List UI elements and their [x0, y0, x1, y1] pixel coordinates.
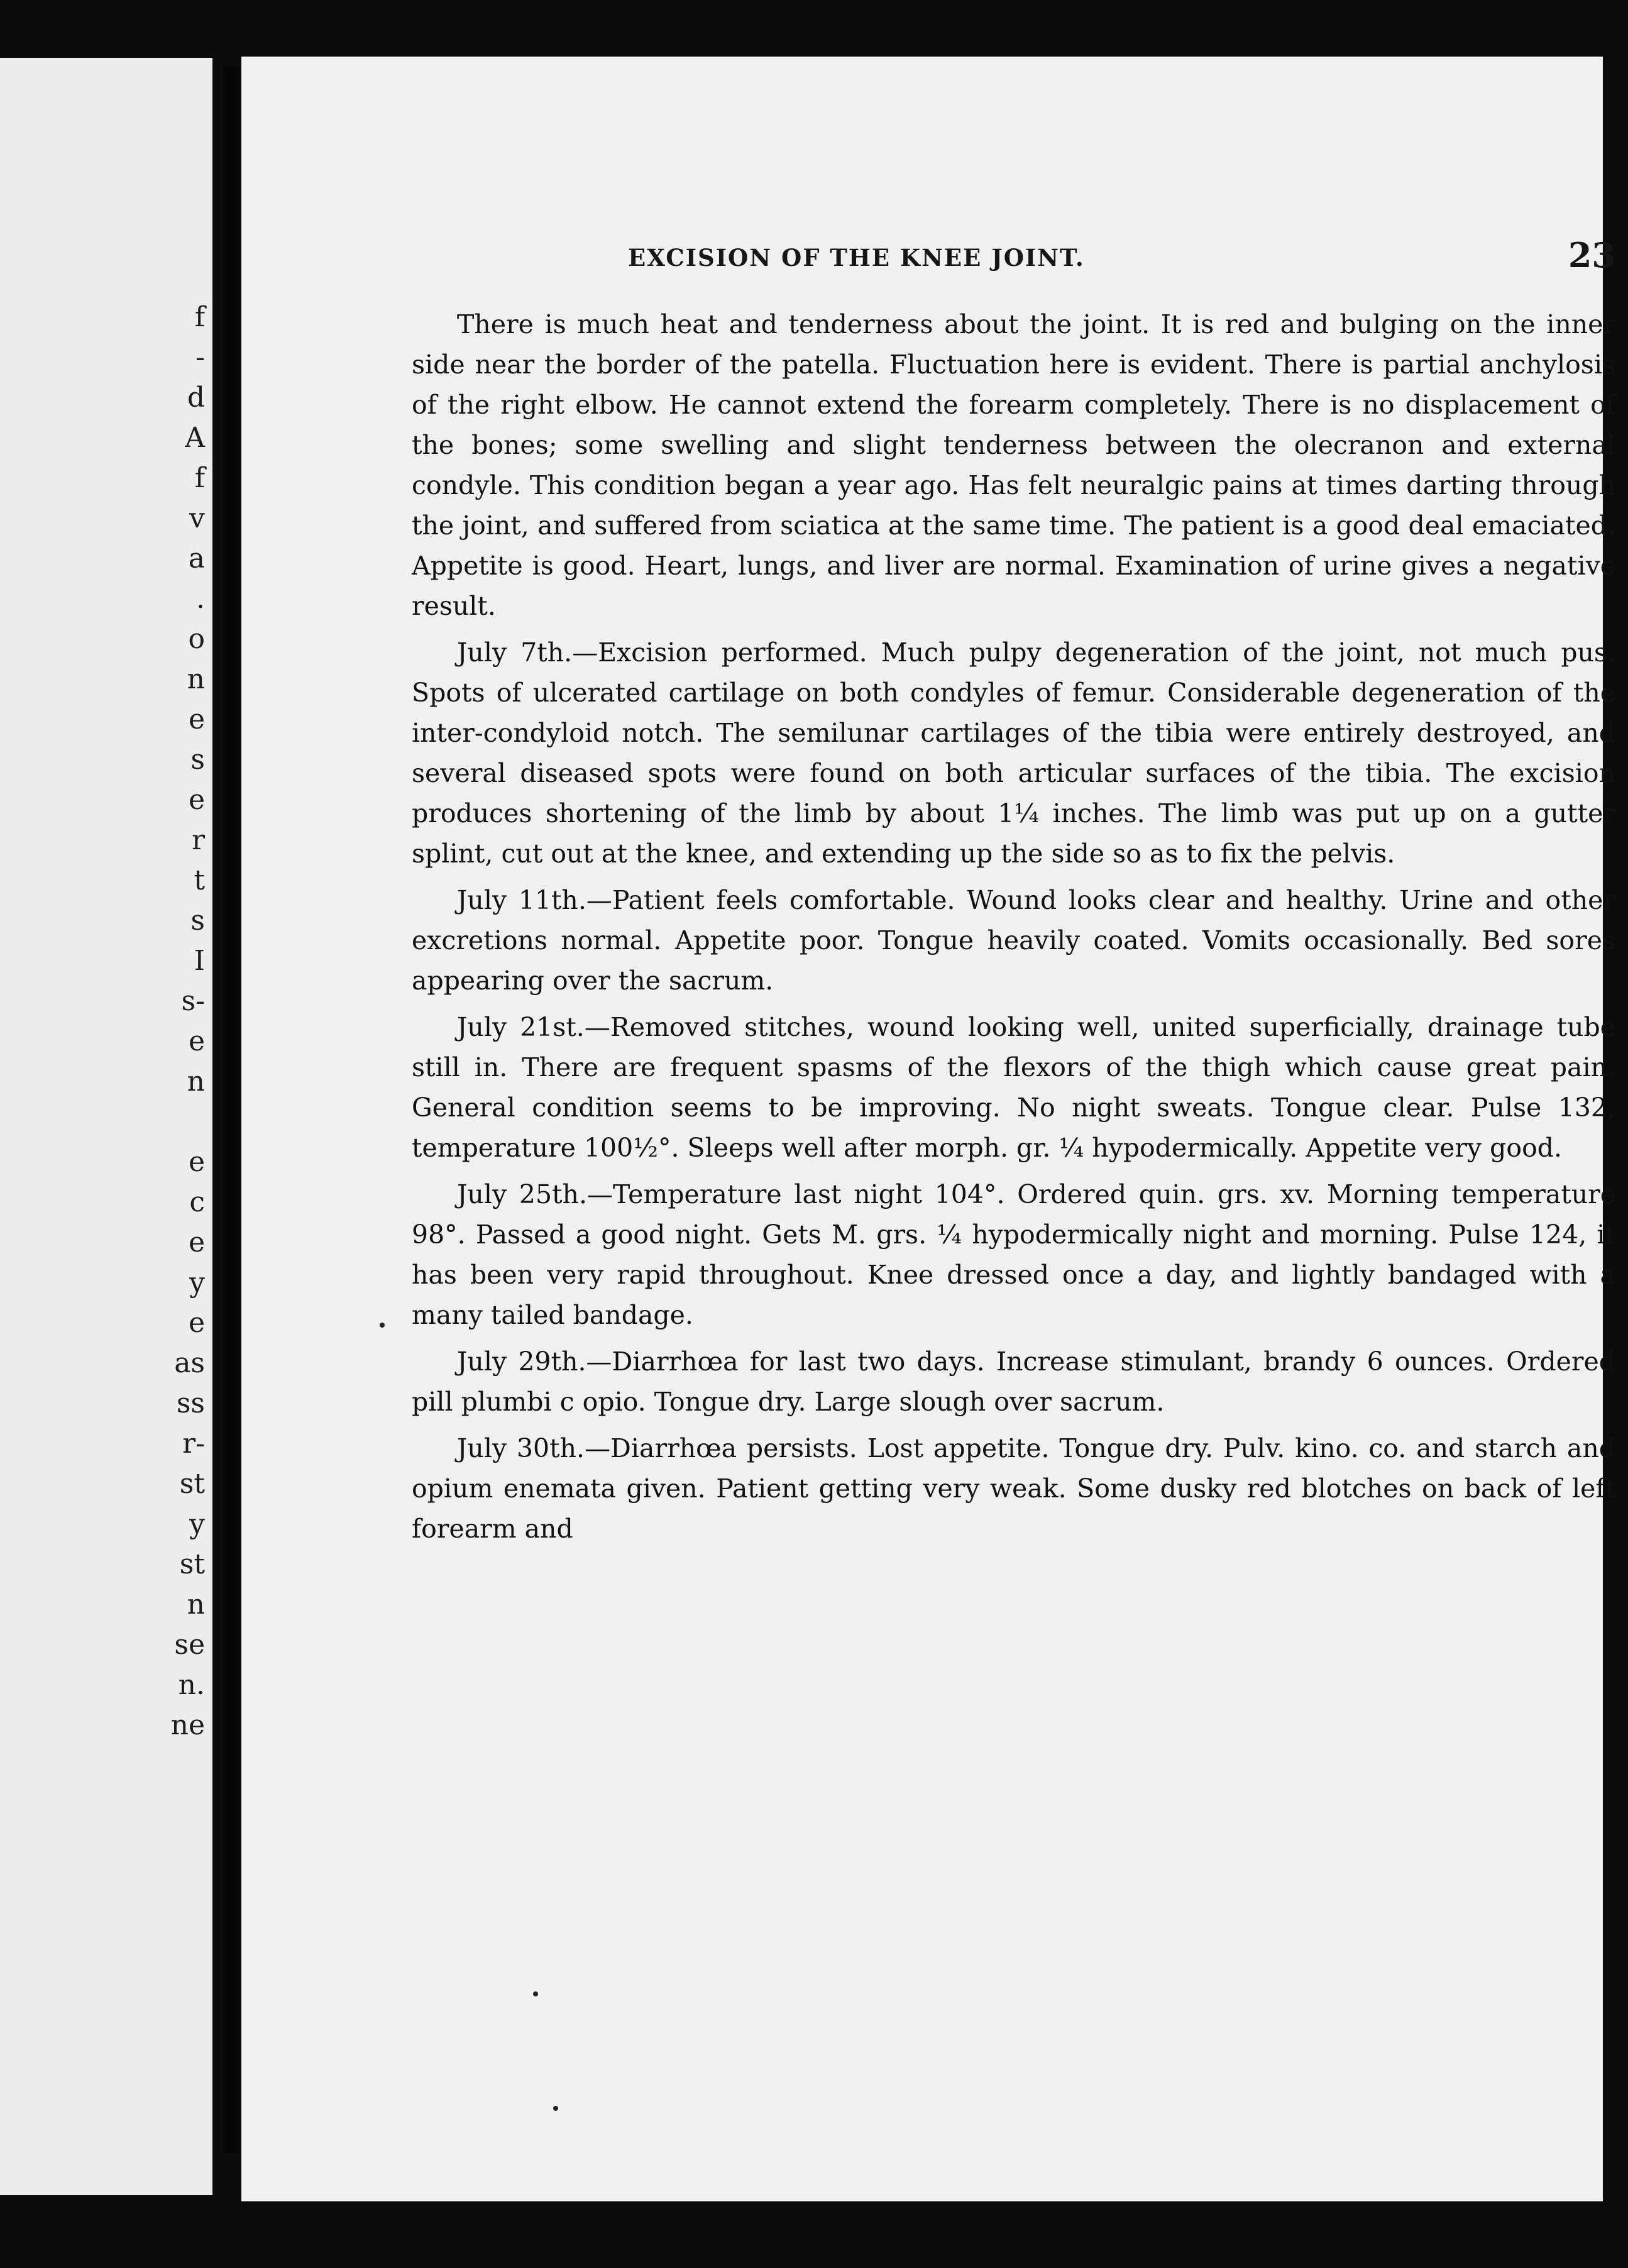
- speck: [380, 1323, 385, 1328]
- left-page-fragment: o: [188, 623, 205, 655]
- left-page-fragment: s: [190, 905, 205, 937]
- left-page-fragment: f: [194, 301, 205, 333]
- left-page-fragment: f: [194, 462, 205, 494]
- running-head: [412, 235, 1615, 280]
- speck: [533, 1991, 538, 1996]
- left-page-fragment: A: [185, 422, 205, 454]
- left-page-fragment: a: [188, 542, 205, 575]
- paragraph: There is much heat and tenderness about the joint. It is red and bulging on the inner side near the border of the patella. Fluctuation here is evident. There is partial anchylosis of the right elbow. He cannot extend the forearm completely. There is no displacement of the bones; some swelling and slight tenderness between the olecranon and external condyle. This condition began a year ago. Has felt neuralgic pains at times darting through the joint, and suffered from sciatica at the same time. The patient is a good deal emaciated. Appetite is good. Heart, lungs, and liver are normal. Examination of urine gives a negative result.: [412, 309, 1615, 621]
- left-page-fragment: e: [188, 1025, 205, 1057]
- left-page-fragment: n: [187, 1588, 205, 1621]
- paragraph: July 11th.—Patient feels comfortable. Wound looks clear and healthy. Urine and other excretions normal. Appetite poor. Tongue heavily coated. Vomits occasionally. Bed sores appearing over the sacrum.: [412, 885, 1615, 996]
- paragraph: July 30th.—Diarrhœa persists. Lost appetite. Tongue dry. Pulv. kino. co. and starch and opium enemata given. Patient getting very weak. Some dusky red blotches on back of left forearm and: [412, 1433, 1615, 1544]
- left-page-fragment: st: [179, 1468, 205, 1500]
- left-page-fragment: se: [174, 1629, 205, 1661]
- left-page-fragment: .: [196, 583, 205, 615]
- left-page-fragment: e: [188, 784, 205, 816]
- left-page-fragment: as: [174, 1347, 205, 1379]
- left-page-fragment: e: [188, 1307, 205, 1339]
- left-page-fragment: s: [190, 744, 205, 776]
- left-page-fragment: n.: [178, 1669, 205, 1701]
- left-page-fragment: y: [189, 1267, 205, 1299]
- paragraph: July 7th.—Excision performed. Much pulpy degeneration of the joint, not much pus. Spots of ulcerated cartilage on both condyles of femur. Considerable degeneration of the inter-condyloid notch. The semilunar cartilages of the tibia were entirely destroyed, and several diseased spots were found on both articular surfaces of the tibia. The excision produces shortening of the limb by about 1¼ inches. The limb was put up on a gutter splint, cut out at the knee, and extending up the side so as to fix the pelvis.: [412, 637, 1615, 869]
- paragraph: July 21st.—Removed stitches, wound looking well, united superficially, drainage tube still in. There are frequent spasms of the flexors of the thigh which cause great pain. General condition seems to be improving. No night sweats. Tongue clear. Pulse 132, temperature 100½°. Sleeps well after morph. gr. ¼ hypodermically. Appetite very good.: [412, 1012, 1615, 1163]
- left-page-fragment: n: [187, 663, 205, 695]
- left-page-fragment: e: [188, 703, 205, 735]
- left-page-fragment: ne: [170, 1709, 205, 1741]
- left-page-fragment: s-: [181, 985, 205, 1017]
- left-page-fragment: r: [191, 824, 205, 856]
- left-page-fragment: d: [187, 382, 205, 414]
- left-page-text-fragments: [0, 58, 212, 2195]
- left-page-fragment: t: [194, 864, 205, 896]
- page-number: 23: [1568, 235, 1615, 275]
- left-page-fragment: v: [189, 502, 205, 534]
- left-page-fragment: I: [194, 945, 205, 977]
- speck: [553, 2106, 558, 2111]
- right-page: [241, 57, 1615, 2201]
- left-page-fragment: -: [195, 341, 205, 373]
- book-gutter-shadow: [223, 66, 239, 2153]
- left-page-fragment: e: [188, 1146, 205, 1178]
- page-content: [412, 235, 1615, 1549]
- left-page-fragment: n: [187, 1065, 205, 1098]
- paragraph: July 25th.—Temperature last night 104°. Ordered quin. grs. xv. Morning temperature 98°. Passed a good night. Gets M. grs. ¼ hypodermically night and morning. Pulse 124, it has been very rapid throughout. Knee dressed once a day, and lightly bandaged with a many tailed bandage.: [412, 1179, 1615, 1330]
- left-page-fragment: st: [179, 1548, 205, 1580]
- running-head-title: EXCISION OF THE KNEE JOINT.: [628, 244, 1085, 272]
- left-page-fragment: c: [189, 1186, 205, 1218]
- paragraph: July 29th.—Diarrhœa for last two days. Increase stimulant, brandy 6 ounces. Ordered pill plumbi c opio. Tongue dry. Large slough over sacrum.: [412, 1346, 1615, 1417]
- left-page-fragment: y: [189, 1508, 205, 1540]
- left-page-fragment: r-: [182, 1428, 205, 1460]
- left-page-fragment: ss: [176, 1387, 205, 1419]
- left-page-fragment: e: [188, 1226, 205, 1258]
- left-facing-page: [0, 58, 212, 2195]
